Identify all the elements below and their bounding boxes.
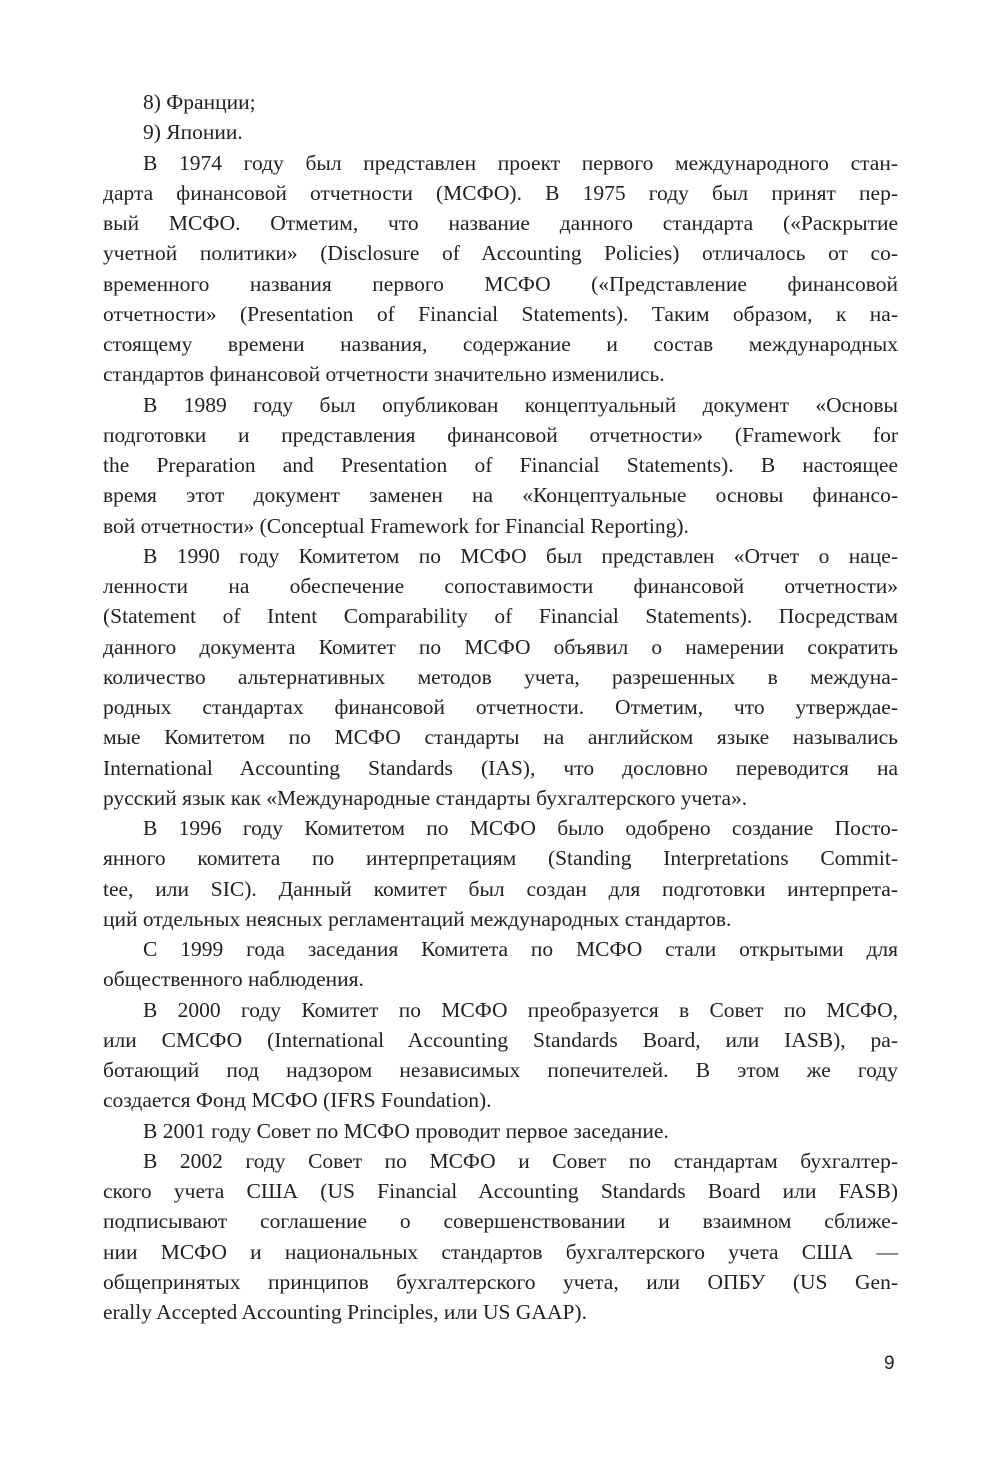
text-line: русский язык как «Международные стандарты бухгалтерского учета».: [103, 785, 748, 810]
paragraph: [103, 390, 898, 541]
text-line: янного комитета по интерпретациям (Standing Interpretations Commit-: [103, 846, 898, 871]
text-line: erally Accepted Accounting Principles, или US GAAP).: [103, 1300, 587, 1324]
text-line: В 1989 году был опубликован концептуальный документ «Основы: [143, 392, 898, 417]
paragraph: [103, 1116, 898, 1146]
page-number: 9: [884, 1353, 895, 1374]
text-line: вый МСФО. Отметим, что название данного стандарта («Раскрытие: [103, 211, 898, 235]
text-line: С 1999 года заседания Комитета по МСФО стали открытыми для: [143, 937, 898, 961]
text-line: В 2002 году Совет по МСФО и Совет по стандартам бухгалтер-: [143, 1148, 898, 1173]
body-text: [103, 87, 898, 1327]
text-line: ленности на обеспечение сопоставимости финансовой отчетности»: [103, 574, 898, 598]
paragraph: [103, 813, 898, 934]
text-line: данного документа Комитет по МСФО объявил о намерении сократить: [103, 634, 898, 659]
text-line: подписывают соглашение о совершенствовании и взаимном сближе-: [103, 1209, 898, 1234]
text-line: общепринятых принципов бухгалтерского учета, или ОПБУ (US Gen-: [103, 1269, 898, 1294]
text-line: В 1974 году был представлен проект первого международного стан-: [143, 150, 898, 175]
paragraph: [103, 87, 898, 117]
text-line: tee, или SIC). Данный комитет был создан для подготовки интерпрета-: [103, 876, 898, 901]
text-line: создается Фонд МСФО (IFRS Foundation).: [103, 1088, 492, 1113]
text-line: (Statement of Intent Comparability of Financial Statements). Посредствам: [103, 604, 898, 629]
paragraph: [103, 995, 898, 1116]
text-line: ботающий под надзором независимых попечителей. В этом же году: [103, 1058, 898, 1082]
paragraph: [103, 934, 898, 995]
text-line: нии МСФО и национальных стандартов бухгалтерского учета США —: [103, 1239, 898, 1264]
paragraph: [103, 148, 898, 390]
text-line: количество альтернативных методов учета, разрешенных в междуна-: [103, 664, 898, 689]
text-line: временного названия первого МСФО («Представление финансовой: [103, 271, 898, 296]
text-line: В 2001 году Совет по МСФО проводит первое заседание.: [143, 1118, 669, 1143]
text-line: International Accounting Standards (IAS), что дословно переводится на: [103, 755, 898, 780]
text-line: стандартов финансовой отчетности значительно изменились.: [103, 362, 665, 387]
text-line: 9) Японии.: [143, 120, 243, 145]
paragraph: [103, 541, 898, 813]
text-line: отчетности» (Presentation of Financial Statements). Таким образом, к на-: [103, 301, 898, 326]
text-line: мые Комитетом по МСФО стандарты на английском языке назывались: [103, 725, 898, 750]
text-line: подготовки и представления финансовой отчетности» (Framework for: [103, 422, 898, 447]
text-line: ского учета США (US Financial Accounting Standards Board или FASB): [103, 1179, 898, 1203]
text-line: вой отчетности» (Conceptual Framework for Financial Reporting).: [103, 513, 689, 538]
text-line: В 1990 году Комитетом по МСФО был представлен «Отчет о наце-: [143, 543, 898, 568]
text-line: родных стандартах финансовой отчетности. Отметим, что утверждае-: [103, 695, 898, 719]
paragraph: [103, 1146, 898, 1328]
text-line: общественного наблюдения.: [103, 967, 364, 992]
text-line: ций отдельных неясных регламентаций международных стандартов.: [103, 906, 732, 931]
text-line: время этот документ заменен на «Концептуальные основы финансо-: [103, 483, 898, 508]
text-line: учетной политики» (Disclosure of Accounting Policies) отличалось от со-: [103, 241, 898, 266]
text-line: В 2000 году Комитет по МСФО преобразуется в Совет по МСФО,: [143, 997, 898, 1022]
text-line: дарта финансовой отчетности (МСФО). В 1975 году был принят пер-: [103, 180, 898, 205]
text-line: стоящему времени названия, содержание и состав международных: [103, 332, 898, 356]
text-line: 8) Франции;: [143, 90, 256, 114]
text-line: В 1996 году Комитетом по МСФО было одобрено создание Посто-: [143, 816, 898, 840]
text-line: the Preparation and Presentation of Financial Statements). В настоящее: [103, 453, 898, 477]
text-line: или СМСФО (International Accounting Standards Board, или IASB), ра-: [103, 1027, 898, 1052]
paragraph: [103, 117, 898, 147]
